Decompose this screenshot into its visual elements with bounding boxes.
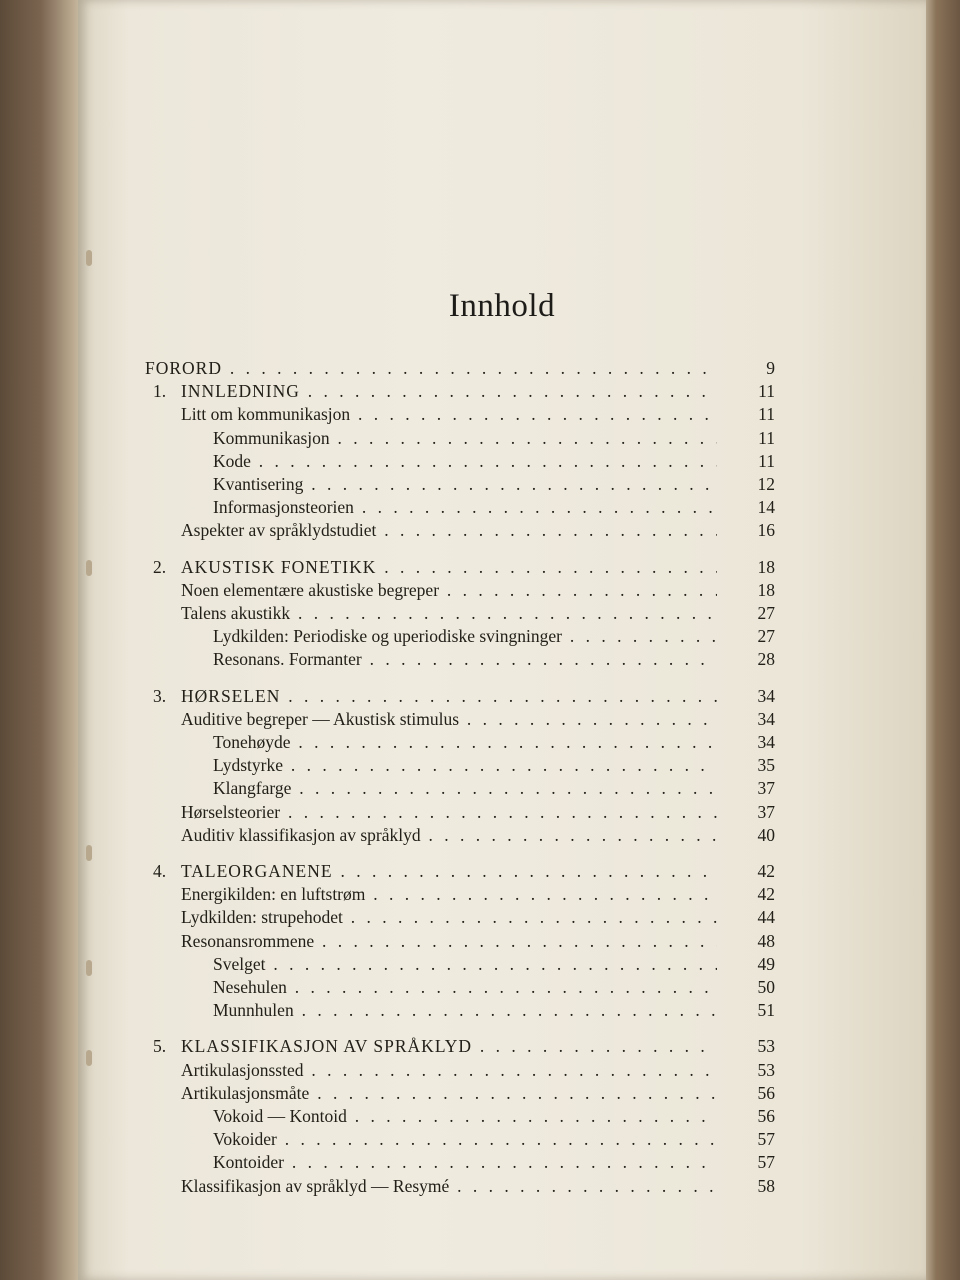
binding-stitch	[86, 1050, 92, 1066]
toc-entry-label	[213, 428, 717, 449]
toc-entry	[145, 381, 775, 405]
toc-entry-label	[181, 709, 717, 730]
toc-entry-label	[213, 649, 717, 670]
toc-entry-label	[181, 1176, 717, 1197]
toc-page-number: 9	[766, 358, 775, 378]
toc-entry-label	[181, 907, 717, 928]
toc-entry	[145, 802, 775, 826]
toc-entry-text: Kode	[213, 450, 251, 471]
toc-page-number: 57	[757, 1152, 775, 1173]
toc-entry-label	[213, 755, 717, 776]
toc-entry	[145, 861, 775, 885]
toc-entry-label	[181, 404, 717, 425]
toc-page-number: 53	[757, 1036, 775, 1057]
toc-entry-label	[213, 626, 717, 647]
toc-entry-text: Auditiv klassifikasjon av språklyd	[181, 824, 421, 845]
toc-entry	[145, 755, 775, 779]
toc-entry-text: Nesehulen	[213, 977, 287, 997]
toc-page-number: 12	[757, 474, 775, 494]
toc-entry-label	[181, 381, 717, 402]
toc-entry-label	[213, 1000, 717, 1021]
toc-entry	[145, 451, 775, 475]
toc-entry-label	[213, 1129, 717, 1150]
toc-entry-text: Artikulasjonssted	[181, 1059, 304, 1080]
toc-entry-label	[213, 1152, 717, 1173]
toc-entry	[145, 404, 775, 428]
toc-entry-text: KLASSIFIKASJON AV SPRÅKLYD	[181, 1036, 473, 1057]
toc-page-number: 11	[758, 381, 775, 402]
toc-page-number: 11	[758, 404, 775, 425]
toc-entry-label	[181, 1083, 717, 1104]
toc-page-number: 34	[757, 685, 775, 706]
toc-entry-text: Artikulasjonsmåte	[181, 1082, 310, 1103]
toc-page-number: 58	[757, 1175, 775, 1196]
toc-page-number: 44	[757, 907, 775, 928]
toc-entry-label	[181, 802, 717, 823]
toc-page-number: 16	[757, 520, 775, 541]
toc-entry-text: AKUSTISK FONETIKK	[181, 556, 377, 577]
toc-entry-text: Talens akustikk	[181, 603, 291, 623]
toc-entry-text: Lydkilden: Periodiske og uperiodiske svingninger	[213, 626, 562, 647]
toc-page-number: 56	[757, 1082, 775, 1103]
toc-entry-text: Svelget	[213, 953, 266, 974]
toc-entry	[145, 1176, 775, 1200]
toc-entry-label	[181, 931, 717, 952]
toc-entry-label	[181, 825, 717, 846]
toc-entry-text: Resonansrommene	[181, 930, 315, 951]
toc-entry-text: TALEORGANENE	[181, 861, 333, 881]
background-right	[920, 0, 960, 1280]
chapter-number: 5.	[153, 1036, 167, 1057]
toc-entry-label	[213, 977, 717, 998]
toc-entry	[145, 1152, 775, 1176]
toc-page-number: 28	[757, 649, 775, 670]
toc-entry	[145, 954, 775, 978]
toc-entry	[145, 580, 775, 604]
toc-page-number: 40	[757, 824, 775, 845]
toc-page-number: 42	[757, 861, 775, 881]
toc-page-number: 18	[757, 556, 775, 577]
toc-page-number: 50	[757, 977, 775, 997]
toc-page-number: 51	[757, 1000, 775, 1021]
chapter-number: 4.	[153, 861, 167, 881]
chapter-number: 2.	[153, 556, 167, 577]
toc-entry	[145, 497, 775, 521]
toc-entry	[145, 603, 775, 627]
toc-entry-label	[181, 580, 717, 601]
toc-page-number: 37	[757, 778, 775, 799]
toc-entry-text: FORORD	[145, 358, 222, 378]
toc-entry-label	[213, 474, 717, 495]
toc-page-number: 14	[757, 497, 775, 518]
toc-entry	[145, 825, 775, 849]
toc-entry-text: HØRSELEN	[181, 685, 281, 706]
toc-page-number: 34	[757, 732, 775, 752]
toc-entry-text: Lydkilden: strupehodet	[181, 907, 343, 928]
toc-entry-label	[213, 451, 717, 472]
toc-entry	[145, 884, 775, 908]
toc-entry-text: Vokoid — Kontoid	[213, 1106, 347, 1126]
binding-stitch	[86, 560, 92, 576]
toc-entry	[145, 649, 775, 673]
toc-page-number: 56	[757, 1106, 775, 1126]
toc-entry	[145, 1060, 775, 1084]
toc-entry-text: Litt om kommunikasjon	[181, 404, 351, 425]
toc-page-number: 11	[758, 427, 775, 448]
toc-entry-label	[213, 732, 717, 753]
toc-entry-text: Aspekter av språklydstudiet	[181, 520, 377, 541]
toc-entry	[145, 358, 775, 382]
toc-entry-text: Hørselsteorier	[181, 801, 281, 822]
toc-entry	[145, 428, 775, 452]
toc-entry	[145, 931, 775, 955]
toc-entry	[145, 557, 775, 581]
toc-entry-text: Tonehøyde	[213, 732, 291, 752]
toc-entry-text: Kommunikasjon	[213, 427, 330, 448]
toc-entry-text: Kvantisering	[213, 474, 304, 494]
toc-entry	[145, 709, 775, 733]
page-title: Innhold	[448, 288, 556, 324]
toc-page-number: 27	[757, 626, 775, 647]
toc-entry-text: Auditive begreper — Akustisk stimulus	[181, 708, 460, 729]
chapter-number: 1.	[153, 381, 167, 402]
binding-stitch	[86, 250, 92, 266]
toc-entry	[145, 520, 775, 544]
toc-entry-text: Resonans. Formanter	[213, 649, 362, 670]
toc-entry	[145, 1036, 775, 1060]
toc-entry-text: Lydstyrke	[213, 755, 283, 776]
toc-entry-label	[181, 884, 717, 905]
toc-entry-label	[181, 686, 717, 707]
binding-stitch	[86, 845, 92, 861]
toc-entry-text: Kontoider	[213, 1152, 284, 1173]
toc-entry	[145, 977, 775, 1001]
toc-entry-text: Klangfarge	[213, 778, 292, 799]
toc-page-number: 35	[757, 755, 775, 776]
toc-entry-text: Vokoider	[213, 1129, 277, 1150]
toc-entry	[145, 1129, 775, 1153]
toc-entry-label	[213, 778, 717, 799]
toc-entry-label	[181, 1036, 717, 1057]
toc-entry-label	[181, 1060, 717, 1081]
toc-page-number: 37	[757, 801, 775, 822]
toc-entry	[145, 1106, 775, 1130]
toc-entry-label	[181, 861, 717, 882]
toc-page-number: 49	[757, 953, 775, 974]
toc-entry-label	[181, 557, 717, 578]
toc-entry-label	[213, 1106, 717, 1127]
toc-entry-text: Informasjonsteorien	[213, 497, 354, 518]
toc-entry	[145, 474, 775, 498]
toc-entry-label	[213, 954, 717, 975]
toc-entry-text: Klassifikasjon av språklyd — Resymé	[181, 1175, 450, 1196]
toc-entry	[145, 732, 775, 756]
toc-entry	[145, 907, 775, 931]
toc-entry-label	[213, 497, 717, 518]
toc-page-number: 34	[757, 708, 775, 729]
toc-page-number: 42	[757, 884, 775, 905]
toc-entry	[145, 1000, 775, 1024]
toc-page-number: 27	[757, 603, 775, 623]
toc-page-number: 18	[757, 579, 775, 600]
toc-page-number: 48	[757, 930, 775, 951]
toc-entry-label	[145, 358, 717, 379]
toc-entry	[145, 626, 775, 650]
toc-entry-text: Energikilden: en luftstrøm	[181, 884, 366, 905]
chapter-number: 3.	[153, 685, 167, 706]
binding-stitch	[86, 960, 92, 976]
toc-entry-label	[181, 520, 717, 541]
toc-page-number: 11	[758, 450, 775, 471]
toc-page-number: 57	[757, 1129, 775, 1150]
toc-entry	[145, 778, 775, 802]
toc-entry-label	[181, 603, 717, 624]
background-left	[0, 0, 90, 1280]
toc-entry-text: Noen elementære akustiske begreper	[181, 579, 440, 600]
toc-entry-text: INNLEDNING	[181, 381, 300, 402]
toc-page-number: 53	[757, 1059, 775, 1080]
toc-entry	[145, 1083, 775, 1107]
toc-entry-text: Munnhulen	[213, 1000, 294, 1021]
toc-entry	[145, 686, 775, 710]
